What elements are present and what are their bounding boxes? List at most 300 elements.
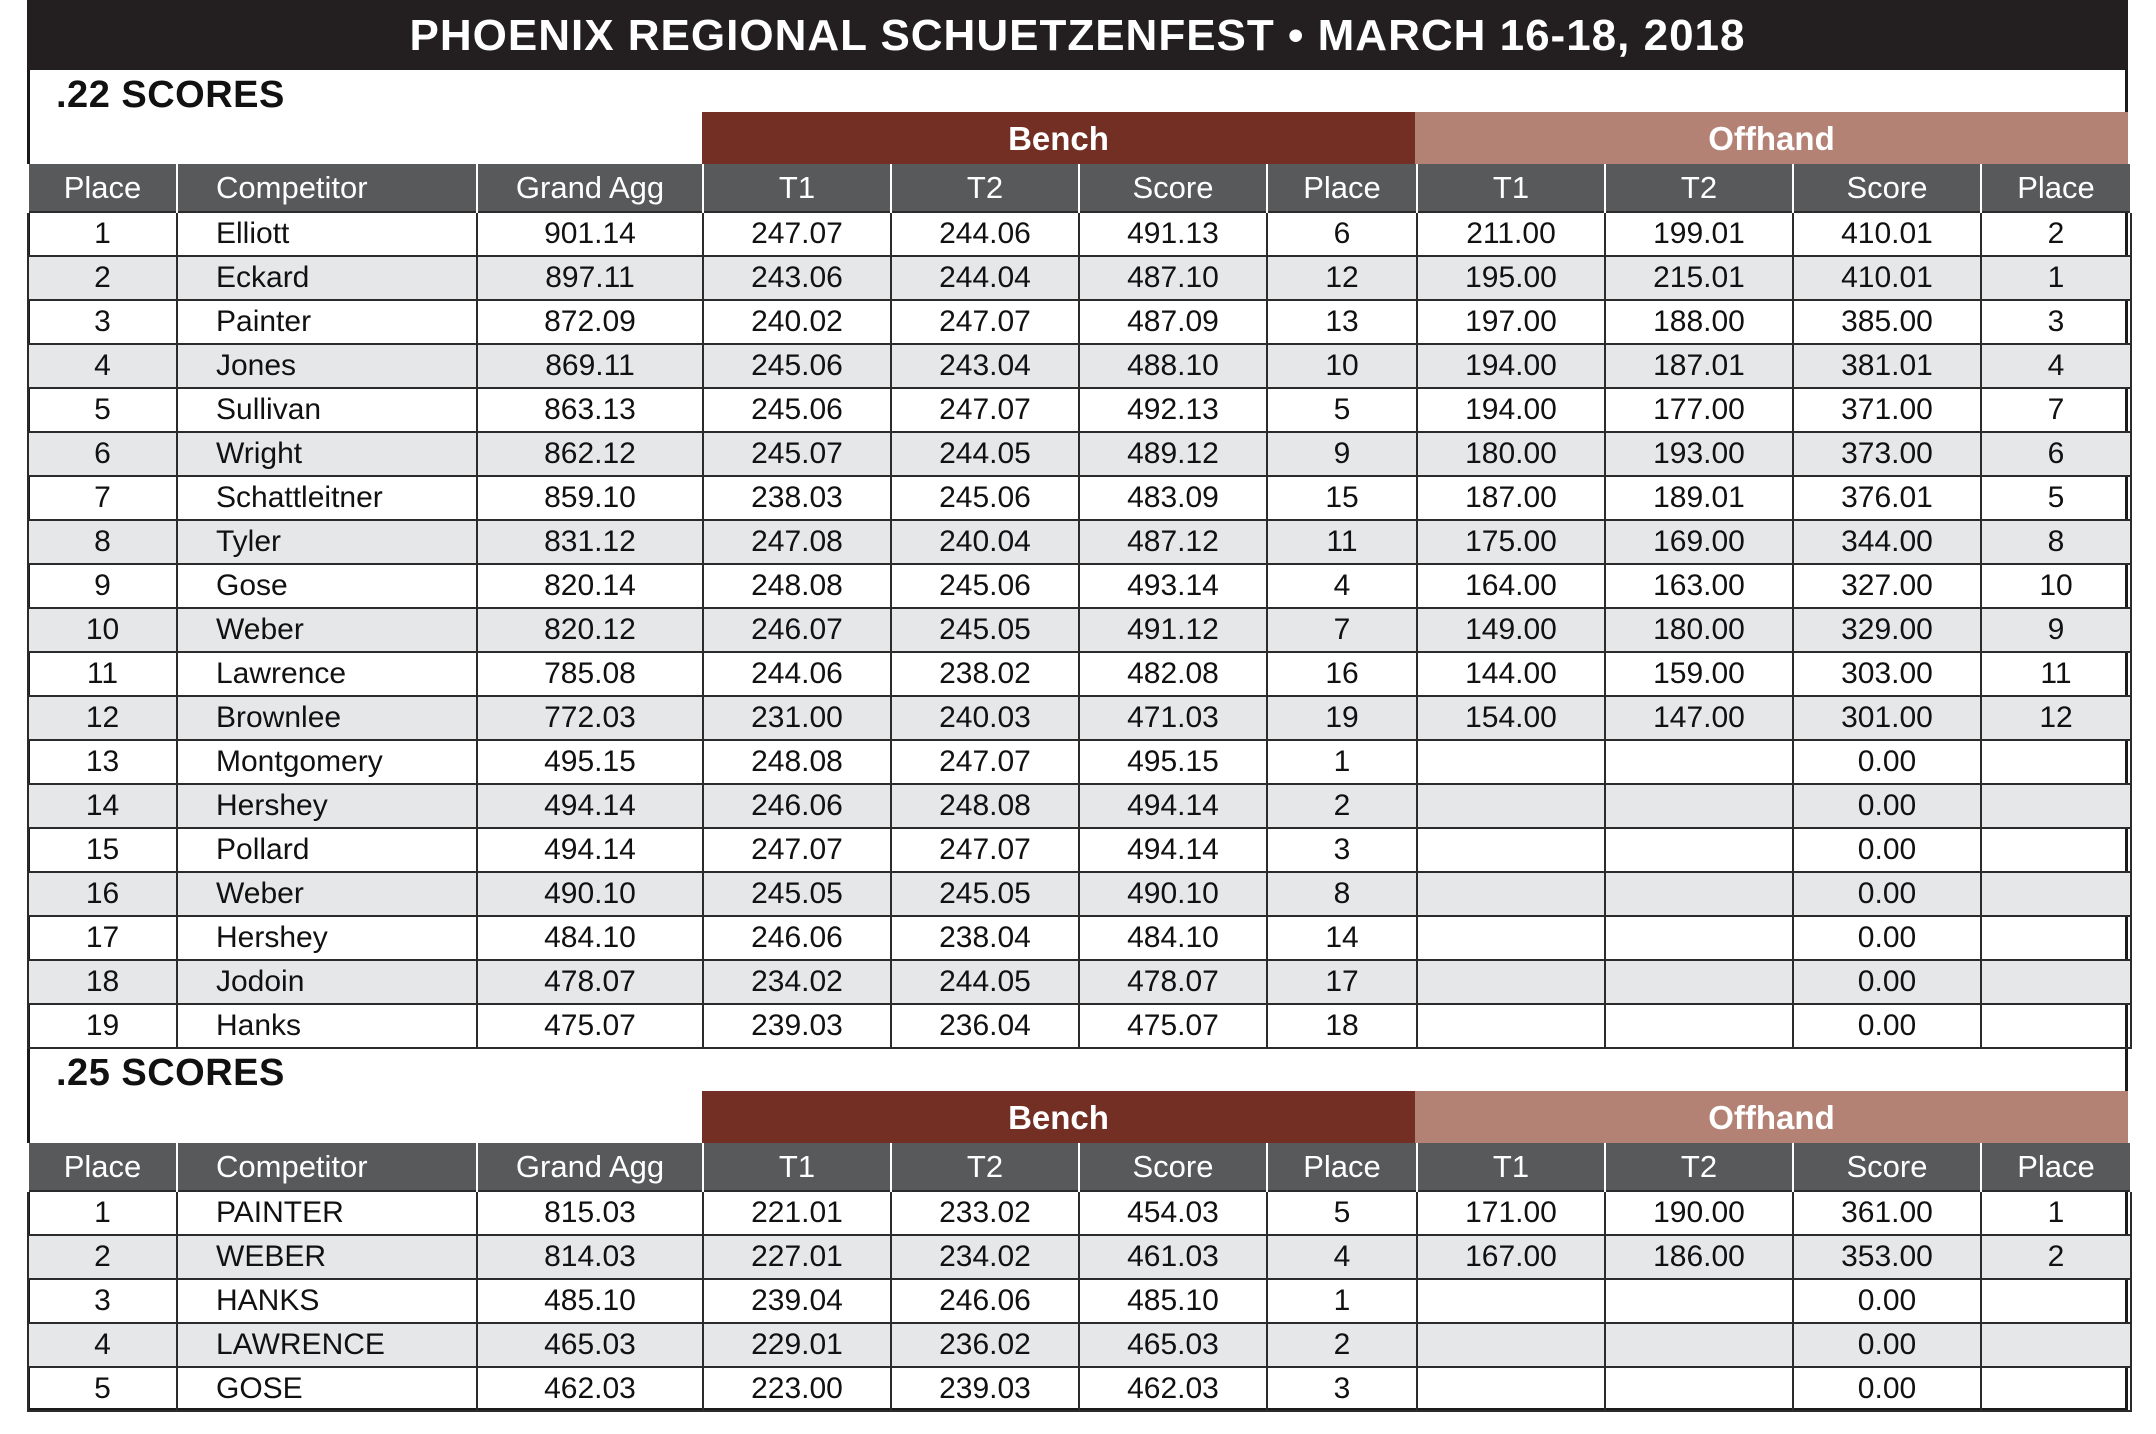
- cell-grand-agg: 494.14: [477, 828, 703, 872]
- cell-offhand-score: 301.00: [1793, 696, 1981, 740]
- cell-offhand-place: 6: [1981, 432, 2131, 476]
- cell-bench-place: 14: [1267, 916, 1417, 960]
- cell-competitor: Hanks: [177, 1004, 477, 1048]
- cell-offhand-score: 0.00: [1793, 784, 1981, 828]
- cell-competitor: Tyler: [177, 520, 477, 564]
- col-header-offhand-place: Place: [1981, 1143, 2131, 1191]
- cell-place: 18: [28, 960, 177, 1004]
- col-header-grand-agg: Grand Agg: [477, 1143, 703, 1191]
- table-row: [28, 828, 2131, 872]
- cell-bench-place: 11: [1267, 520, 1417, 564]
- cell-bench-t2: 243.04: [891, 344, 1079, 388]
- cell-offhand-t2: 163.00: [1605, 564, 1793, 608]
- table-row: [28, 212, 2131, 256]
- cell-bench-score: 483.09: [1079, 476, 1267, 520]
- cell-offhand-score: 371.00: [1793, 388, 1981, 432]
- cell-offhand-t2: 169.00: [1605, 520, 1793, 564]
- bench-group-header-22: Bench: [702, 112, 1415, 164]
- table-row: [28, 1235, 2131, 1279]
- cell-place: 5: [28, 388, 177, 432]
- cell-offhand-score: 303.00: [1793, 652, 1981, 696]
- cell-bench-score: 461.03: [1079, 1235, 1267, 1279]
- offhand-group-header-25: Offhand: [1415, 1091, 2128, 1143]
- cell-bench-score: 491.13: [1079, 212, 1267, 256]
- cell-offhand-t1: [1417, 784, 1605, 828]
- cell-bench-place: 3: [1267, 828, 1417, 872]
- cell-bench-place: 9: [1267, 432, 1417, 476]
- cell-offhand-t1: 180.00: [1417, 432, 1605, 476]
- col-header-offhand-score: Score: [1793, 164, 1981, 212]
- cell-competitor: Lawrence: [177, 652, 477, 696]
- cell-bench-place: 10: [1267, 344, 1417, 388]
- cell-bench-t1: 247.07: [703, 828, 891, 872]
- col-header-offhand-place: Place: [1981, 164, 2131, 212]
- cell-bench-score: 484.10: [1079, 916, 1267, 960]
- cell-bench-t2: 246.06: [891, 1279, 1079, 1323]
- cell-offhand-t2: 190.00: [1605, 1191, 1793, 1235]
- cell-bench-t1: 239.03: [703, 1004, 891, 1048]
- cell-offhand-t2: [1605, 1367, 1793, 1411]
- cell-offhand-place: [1981, 960, 2131, 1004]
- cell-offhand-t1: [1417, 916, 1605, 960]
- cell-grand-agg: 475.07: [477, 1004, 703, 1048]
- cell-bench-score: 487.12: [1079, 520, 1267, 564]
- cell-offhand-t2: 193.00: [1605, 432, 1793, 476]
- cell-offhand-t1: [1417, 1367, 1605, 1411]
- cell-offhand-t1: [1417, 872, 1605, 916]
- cell-grand-agg: 478.07: [477, 960, 703, 1004]
- cell-bench-t2: 238.02: [891, 652, 1079, 696]
- cell-place: 15: [28, 828, 177, 872]
- cell-offhand-score: 376.01: [1793, 476, 1981, 520]
- cell-bench-t1: 247.07: [703, 212, 891, 256]
- cell-bench-score: 492.13: [1079, 388, 1267, 432]
- cell-offhand-t1: 211.00: [1417, 212, 1605, 256]
- cell-offhand-t2: 180.00: [1605, 608, 1793, 652]
- cell-bench-t2: 248.08: [891, 784, 1079, 828]
- col-header-bench-t1: T1: [703, 164, 891, 212]
- col-header-offhand-score: Score: [1793, 1143, 1981, 1191]
- column-header-row: [28, 1143, 2131, 1191]
- col-header-bench-place: Place: [1267, 164, 1417, 212]
- cell-bench-score: 482.08: [1079, 652, 1267, 696]
- table-row: [28, 740, 2131, 784]
- cell-competitor: Jones: [177, 344, 477, 388]
- cell-offhand-place: 4: [1981, 344, 2131, 388]
- cell-offhand-place: 8: [1981, 520, 2131, 564]
- cell-offhand-score: 0.00: [1793, 1323, 1981, 1367]
- cell-place: 11: [28, 652, 177, 696]
- cell-grand-agg: 831.12: [477, 520, 703, 564]
- cell-bench-place: 8: [1267, 872, 1417, 916]
- cell-bench-place: 5: [1267, 388, 1417, 432]
- cell-bench-t1: 221.01: [703, 1191, 891, 1235]
- cell-grand-agg: 465.03: [477, 1323, 703, 1367]
- cell-bench-t1: 245.06: [703, 344, 891, 388]
- cell-offhand-t2: [1605, 960, 1793, 1004]
- cell-bench-t2: 245.06: [891, 476, 1079, 520]
- cell-bench-score: 489.12: [1079, 432, 1267, 476]
- cell-place: 3: [28, 300, 177, 344]
- section-title-25: .25 SCORES: [56, 1052, 285, 1094]
- cell-competitor: Jodoin: [177, 960, 477, 1004]
- cell-grand-agg: 494.14: [477, 784, 703, 828]
- cell-offhand-t1: 144.00: [1417, 652, 1605, 696]
- cell-offhand-t1: [1417, 1323, 1605, 1367]
- scores-table-25: [27, 1143, 2132, 1412]
- cell-offhand-score: 0.00: [1793, 916, 1981, 960]
- col-header-place: Place: [28, 164, 177, 212]
- cell-grand-agg: 863.13: [477, 388, 703, 432]
- table-row: [28, 784, 2131, 828]
- cell-offhand-place: [1981, 1004, 2131, 1048]
- cell-grand-agg: 785.08: [477, 652, 703, 696]
- cell-offhand-t2: [1605, 872, 1793, 916]
- cell-competitor: Brownlee: [177, 696, 477, 740]
- table-row: [28, 1367, 2131, 1411]
- cell-grand-agg: 859.10: [477, 476, 703, 520]
- cell-offhand-t1: 195.00: [1417, 256, 1605, 300]
- col-header-bench-score: Score: [1079, 1143, 1267, 1191]
- cell-offhand-t2: [1605, 1004, 1793, 1048]
- cell-offhand-t2: 189.01: [1605, 476, 1793, 520]
- table-row: [28, 960, 2131, 1004]
- cell-offhand-score: 329.00: [1793, 608, 1981, 652]
- cell-place: 10: [28, 608, 177, 652]
- cell-competitor: Elliott: [177, 212, 477, 256]
- cell-place: 6: [28, 432, 177, 476]
- cell-offhand-t1: [1417, 1004, 1605, 1048]
- cell-bench-score: 471.03: [1079, 696, 1267, 740]
- cell-place: 7: [28, 476, 177, 520]
- cell-offhand-place: 9: [1981, 608, 2131, 652]
- cell-bench-place: 19: [1267, 696, 1417, 740]
- cell-offhand-t1: 171.00: [1417, 1191, 1605, 1235]
- scores-table-22: [27, 164, 2132, 1049]
- cell-offhand-place: 10: [1981, 564, 2131, 608]
- col-header-bench-t2: T2: [891, 1143, 1079, 1191]
- table-row: [28, 652, 2131, 696]
- table-row: [28, 300, 2131, 344]
- cell-offhand-t2: [1605, 916, 1793, 960]
- cell-bench-t1: 248.08: [703, 740, 891, 784]
- cell-place: 3: [28, 1279, 177, 1323]
- cell-offhand-place: 12: [1981, 696, 2131, 740]
- cell-offhand-score: 353.00: [1793, 1235, 1981, 1279]
- table-row: [28, 564, 2131, 608]
- cell-offhand-score: 0.00: [1793, 1279, 1981, 1323]
- cell-bench-t1: 248.08: [703, 564, 891, 608]
- cell-offhand-place: 11: [1981, 652, 2131, 696]
- cell-place: 4: [28, 344, 177, 388]
- cell-bench-place: 16: [1267, 652, 1417, 696]
- col-header-competitor: Competitor: [177, 1143, 477, 1191]
- cell-offhand-place: 5: [1981, 476, 2131, 520]
- cell-offhand-t1: 154.00: [1417, 696, 1605, 740]
- cell-offhand-t1: 149.00: [1417, 608, 1605, 652]
- cell-grand-agg: 815.03: [477, 1191, 703, 1235]
- cell-offhand-t2: [1605, 740, 1793, 784]
- cell-offhand-score: 361.00: [1793, 1191, 1981, 1235]
- cell-bench-place: 12: [1267, 256, 1417, 300]
- cell-grand-agg: 772.03: [477, 696, 703, 740]
- cell-bench-t2: 244.05: [891, 960, 1079, 1004]
- col-header-offhand-t1: T1: [1417, 164, 1605, 212]
- cell-bench-t2: 244.05: [891, 432, 1079, 476]
- cell-bench-t2: 247.07: [891, 388, 1079, 432]
- cell-bench-score: 478.07: [1079, 960, 1267, 1004]
- cell-bench-t2: 244.06: [891, 212, 1079, 256]
- cell-bench-place: 5: [1267, 1191, 1417, 1235]
- cell-place: 5: [28, 1367, 177, 1411]
- cell-offhand-t2: [1605, 828, 1793, 872]
- cell-offhand-score: 344.00: [1793, 520, 1981, 564]
- cell-bench-score: 493.14: [1079, 564, 1267, 608]
- cell-offhand-place: [1981, 1367, 2131, 1411]
- cell-grand-agg: 484.10: [477, 916, 703, 960]
- cell-competitor: Painter: [177, 300, 477, 344]
- bench-group-header-25: Bench: [702, 1091, 1415, 1143]
- cell-offhand-t2: [1605, 784, 1793, 828]
- cell-offhand-score: 385.00: [1793, 300, 1981, 344]
- col-header-bench-t2: T2: [891, 164, 1079, 212]
- cell-offhand-score: 410.01: [1793, 212, 1981, 256]
- cell-offhand-place: [1981, 872, 2131, 916]
- cell-place: 12: [28, 696, 177, 740]
- cell-bench-t2: 239.03: [891, 1367, 1079, 1411]
- cell-competitor: Hershey: [177, 784, 477, 828]
- cell-bench-t2: 240.03: [891, 696, 1079, 740]
- cell-bench-score: 495.15: [1079, 740, 1267, 784]
- cell-place: 1: [28, 212, 177, 256]
- col-header-grand-agg: Grand Agg: [477, 164, 703, 212]
- cell-bench-t1: 240.02: [703, 300, 891, 344]
- cell-bench-place: 1: [1267, 1279, 1417, 1323]
- cell-competitor: Sullivan: [177, 388, 477, 432]
- cell-offhand-t1: [1417, 740, 1605, 784]
- cell-bench-place: 2: [1267, 784, 1417, 828]
- cell-offhand-t1: 197.00: [1417, 300, 1605, 344]
- cell-offhand-place: [1981, 1323, 2131, 1367]
- cell-offhand-place: [1981, 828, 2131, 872]
- cell-bench-score: 475.07: [1079, 1004, 1267, 1048]
- cell-offhand-t2: 159.00: [1605, 652, 1793, 696]
- cell-offhand-t1: [1417, 828, 1605, 872]
- cell-offhand-t2: 199.01: [1605, 212, 1793, 256]
- cell-bench-t2: 245.05: [891, 872, 1079, 916]
- cell-competitor: Montgomery: [177, 740, 477, 784]
- cell-bench-score: 462.03: [1079, 1367, 1267, 1411]
- cell-bench-place: 6: [1267, 212, 1417, 256]
- cell-bench-score: 487.09: [1079, 300, 1267, 344]
- cell-offhand-score: 0.00: [1793, 828, 1981, 872]
- cell-offhand-t1: 194.00: [1417, 344, 1605, 388]
- cell-bench-place: 4: [1267, 564, 1417, 608]
- cell-bench-score: 487.10: [1079, 256, 1267, 300]
- cell-offhand-place: [1981, 740, 2131, 784]
- cell-bench-t1: 246.06: [703, 784, 891, 828]
- cell-grand-agg: 901.14: [477, 212, 703, 256]
- cell-place: 13: [28, 740, 177, 784]
- cell-bench-t1: 223.00: [703, 1367, 891, 1411]
- cell-competitor: Weber: [177, 608, 477, 652]
- cell-bench-t1: 227.01: [703, 1235, 891, 1279]
- table-row: [28, 520, 2131, 564]
- cell-bench-t1: 229.01: [703, 1323, 891, 1367]
- cell-competitor: GOSE: [177, 1367, 477, 1411]
- cell-offhand-t1: 187.00: [1417, 476, 1605, 520]
- cell-offhand-score: 0.00: [1793, 872, 1981, 916]
- table-row: [28, 872, 2131, 916]
- cell-offhand-t1: [1417, 960, 1605, 1004]
- cell-bench-place: 13: [1267, 300, 1417, 344]
- cell-bench-score: 485.10: [1079, 1279, 1267, 1323]
- cell-bench-t1: 245.06: [703, 388, 891, 432]
- cell-competitor: Weber: [177, 872, 477, 916]
- cell-bench-score: 491.12: [1079, 608, 1267, 652]
- cell-offhand-t1: 167.00: [1417, 1235, 1605, 1279]
- table-row: [28, 476, 2131, 520]
- cell-bench-t2: 244.04: [891, 256, 1079, 300]
- cell-place: 9: [28, 564, 177, 608]
- cell-competitor: LAWRENCE: [177, 1323, 477, 1367]
- cell-bench-t1: 247.08: [703, 520, 891, 564]
- col-header-bench-place: Place: [1267, 1143, 1417, 1191]
- cell-grand-agg: 820.14: [477, 564, 703, 608]
- cell-offhand-place: 7: [1981, 388, 2131, 432]
- cell-competitor: WEBER: [177, 1235, 477, 1279]
- cell-place: 17: [28, 916, 177, 960]
- col-header-place: Place: [28, 1143, 177, 1191]
- col-header-bench-score: Score: [1079, 164, 1267, 212]
- cell-bench-t2: 236.04: [891, 1004, 1079, 1048]
- cell-bench-place: 18: [1267, 1004, 1417, 1048]
- cell-grand-agg: 872.09: [477, 300, 703, 344]
- cell-bench-t2: 247.07: [891, 740, 1079, 784]
- cell-bench-t1: 238.03: [703, 476, 891, 520]
- cell-bench-t2: 245.05: [891, 608, 1079, 652]
- cell-grand-agg: 490.10: [477, 872, 703, 916]
- table-row: [28, 1279, 2131, 1323]
- cell-bench-t1: 245.07: [703, 432, 891, 476]
- cell-place: 1: [28, 1191, 177, 1235]
- table-row: [28, 432, 2131, 476]
- offhand-group-header-22: Offhand: [1415, 112, 2128, 164]
- cell-offhand-t2: 187.01: [1605, 344, 1793, 388]
- cell-grand-agg: 820.12: [477, 608, 703, 652]
- table-row: [28, 916, 2131, 960]
- cell-grand-agg: 897.11: [477, 256, 703, 300]
- cell-offhand-score: 381.01: [1793, 344, 1981, 388]
- cell-offhand-t2: 147.00: [1605, 696, 1793, 740]
- cell-place: 14: [28, 784, 177, 828]
- table-row: [28, 1191, 2131, 1235]
- page-title: PHOENIX REGIONAL SCHUETZENFEST • MARCH 16-18, 2018: [27, 0, 2128, 70]
- cell-bench-t2: 247.07: [891, 828, 1079, 872]
- cell-grand-agg: 462.03: [477, 1367, 703, 1411]
- cell-place: 2: [28, 256, 177, 300]
- cell-offhand-place: [1981, 784, 2131, 828]
- cell-offhand-place: 3: [1981, 300, 2131, 344]
- cell-bench-t2: 238.04: [891, 916, 1079, 960]
- cell-bench-t1: 245.05: [703, 872, 891, 916]
- cell-grand-agg: 814.03: [477, 1235, 703, 1279]
- cell-offhand-place: [1981, 916, 2131, 960]
- cell-offhand-t2: 177.00: [1605, 388, 1793, 432]
- cell-bench-score: 454.03: [1079, 1191, 1267, 1235]
- cell-place: 16: [28, 872, 177, 916]
- cell-offhand-score: 0.00: [1793, 960, 1981, 1004]
- cell-bench-t1: 243.06: [703, 256, 891, 300]
- cell-bench-score: 488.10: [1079, 344, 1267, 388]
- cell-offhand-place: 1: [1981, 1191, 2131, 1235]
- cell-offhand-place: 2: [1981, 1235, 2131, 1279]
- cell-offhand-score: 0.00: [1793, 740, 1981, 784]
- cell-offhand-score: 327.00: [1793, 564, 1981, 608]
- cell-grand-agg: 495.15: [477, 740, 703, 784]
- cell-place: 19: [28, 1004, 177, 1048]
- table-row: [28, 256, 2131, 300]
- cell-offhand-t2: [1605, 1323, 1793, 1367]
- table-row: [28, 696, 2131, 740]
- cell-bench-score: 490.10: [1079, 872, 1267, 916]
- table-row: [28, 388, 2131, 432]
- cell-offhand-score: 410.01: [1793, 256, 1981, 300]
- cell-offhand-t2: 188.00: [1605, 300, 1793, 344]
- cell-bench-t1: 244.06: [703, 652, 891, 696]
- cell-bench-place: 15: [1267, 476, 1417, 520]
- cell-offhand-place: 2: [1981, 212, 2131, 256]
- cell-competitor: Schattleitner: [177, 476, 477, 520]
- cell-bench-t1: 231.00: [703, 696, 891, 740]
- cell-bench-t1: 246.07: [703, 608, 891, 652]
- cell-grand-agg: 862.12: [477, 432, 703, 476]
- cell-competitor: PAINTER: [177, 1191, 477, 1235]
- table-row: [28, 608, 2131, 652]
- cell-bench-score: 494.14: [1079, 784, 1267, 828]
- cell-grand-agg: 869.11: [477, 344, 703, 388]
- cell-bench-t2: 247.07: [891, 300, 1079, 344]
- cell-competitor: HANKS: [177, 1279, 477, 1323]
- cell-bench-t1: 246.06: [703, 916, 891, 960]
- cell-offhand-t1: [1417, 1279, 1605, 1323]
- cell-offhand-place: [1981, 1279, 2131, 1323]
- cell-offhand-t2: 215.01: [1605, 256, 1793, 300]
- cell-place: 4: [28, 1323, 177, 1367]
- col-header-offhand-t1: T1: [1417, 1143, 1605, 1191]
- col-header-competitor: Competitor: [177, 164, 477, 212]
- cell-bench-t2: 234.02: [891, 1235, 1079, 1279]
- cell-place: 8: [28, 520, 177, 564]
- cell-offhand-t1: 164.00: [1417, 564, 1605, 608]
- cell-bench-place: 17: [1267, 960, 1417, 1004]
- cell-bench-t2: 245.06: [891, 564, 1079, 608]
- cell-place: 2: [28, 1235, 177, 1279]
- cell-offhand-score: 0.00: [1793, 1004, 1981, 1048]
- cell-offhand-place: 1: [1981, 256, 2131, 300]
- cell-competitor: Hershey: [177, 916, 477, 960]
- col-header-offhand-t2: T2: [1605, 1143, 1793, 1191]
- cell-bench-place: 7: [1267, 608, 1417, 652]
- cell-competitor: Wright: [177, 432, 477, 476]
- cell-offhand-score: 373.00: [1793, 432, 1981, 476]
- cell-competitor: Pollard: [177, 828, 477, 872]
- section-title-22: .22 SCORES: [56, 74, 285, 116]
- table-row: [28, 1323, 2131, 1367]
- cell-offhand-t2: 186.00: [1605, 1235, 1793, 1279]
- col-header-bench-t1: T1: [703, 1143, 891, 1191]
- cell-competitor: Eckard: [177, 256, 477, 300]
